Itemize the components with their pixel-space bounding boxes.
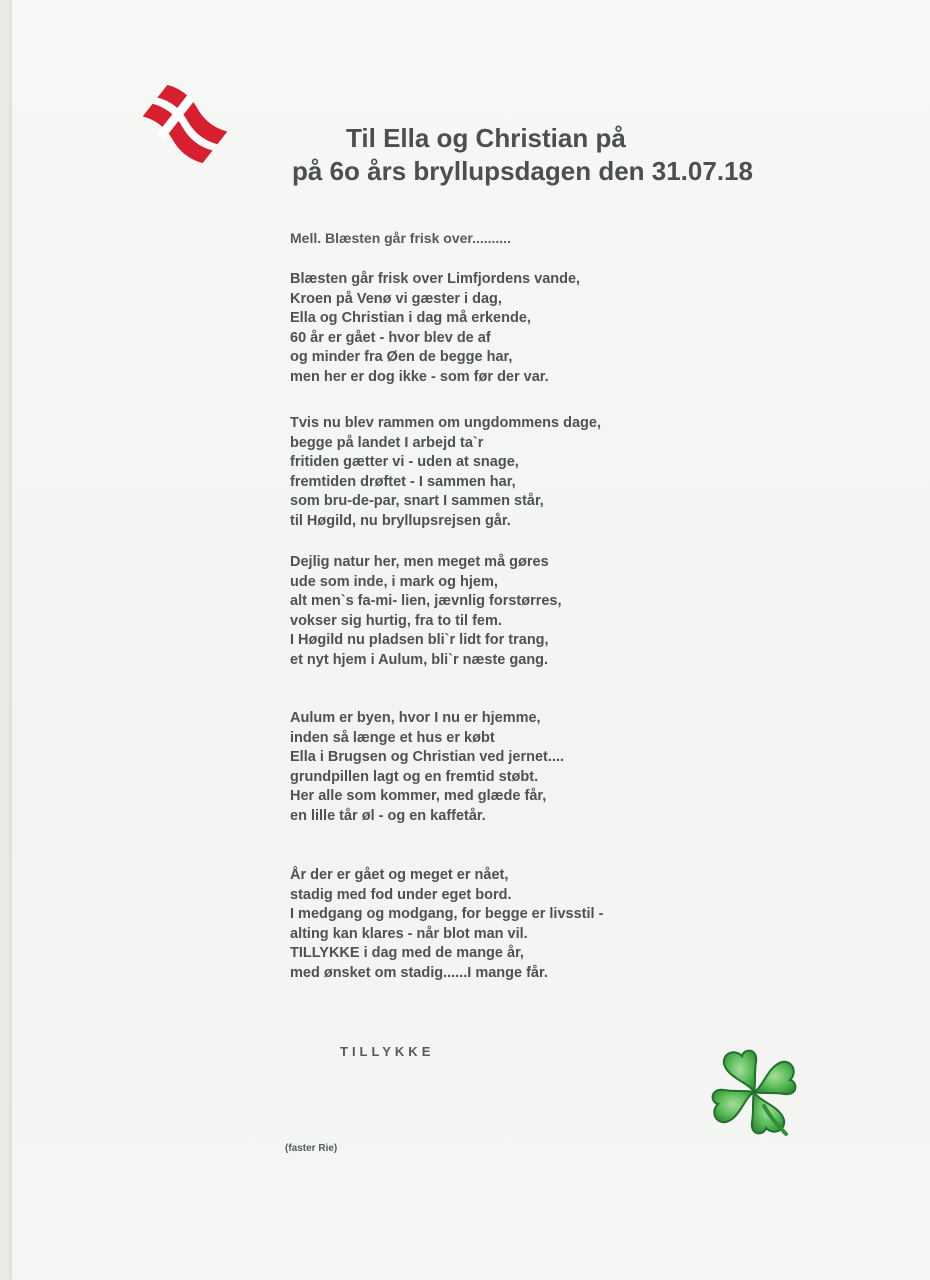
verse-line: inden så længe et hus er købt <box>290 729 495 746</box>
verse-line: et nyt hjem i Aulum, bli`r næste gang. <box>290 651 549 668</box>
verse-line: Blæsten går frisk over Limfjordens vande, <box>290 271 581 287</box>
verse-3 <box>290 553 810 671</box>
signature: (faster Rie) <box>285 1143 338 1154</box>
page-title <box>212 122 862 188</box>
verse-line: Dejlig natur her, men meget må gøres <box>290 554 549 570</box>
verse-line: stadig med fod under eget bord. <box>290 886 512 903</box>
verse-line: men her er dog ikke - som før der var. <box>290 368 549 385</box>
verse-line: 60 år er gået - hvor blev de af <box>290 329 491 346</box>
verse-line: med ønsket om stadig......I mange får. <box>290 964 548 981</box>
verse-line: Tvis nu blev rammen om ungdommens dage, <box>290 415 602 431</box>
verse-line: Kroen på Venø vi gæster i dag, <box>290 290 502 307</box>
verse-line: Ella og Christian i dag må erkende, <box>290 310 531 327</box>
verse-line: ude som inde, i mark og hjem, <box>290 573 498 590</box>
verse-line: I medgang og modgang, for begge er livsstil - <box>290 906 604 923</box>
closing-greeting: TILLYKKE <box>340 1044 435 1059</box>
verse-1 <box>290 270 810 388</box>
verse-5 <box>290 866 810 984</box>
paper-sheet <box>12 0 930 1280</box>
verse-line: og minder fra Øen de begge har, <box>290 349 513 366</box>
verse-line: begge på landet I arbejd ta`r <box>290 434 484 451</box>
verse-line: grundpillen lagt og en fremtid støbt. <box>290 768 539 785</box>
verse-line: fremtiden drøftet - I sammen har, <box>290 473 516 490</box>
verse-line: alting kan klares - når blot man vil. <box>290 925 528 942</box>
verse-line: Aulum er byen, hvor I nu er hjemme, <box>290 710 541 726</box>
title-line-1: Til Ella og Christian på <box>346 123 626 153</box>
verse-line: til Høgild, nu bryllupsrejsen går. <box>290 512 511 529</box>
verse-line: I Høgild nu pladsen bli`r lidt for trang, <box>290 632 549 649</box>
verse-line: alt men`s fa-mi- lien, jævnlig forstørres, <box>290 593 562 610</box>
melody-note: Mell. Blæsten går frisk over.......... <box>290 230 511 246</box>
verse-line: en lille tår øl - og en kaffetår. <box>290 807 486 824</box>
verse-line: År der er gået og meget er nået, <box>290 867 509 883</box>
verse-line: som bru-de-par, snart I sammen står, <box>290 493 544 510</box>
verse-line: TILLYKKE i dag med de mange år, <box>290 945 524 962</box>
verse-4 <box>290 709 810 827</box>
verse-line: fritiden gætter vi - uden at snage, <box>290 454 519 471</box>
four-leaf-clover-icon <box>706 1048 802 1140</box>
title-line-2: på 6o års bryllupsdagen den 31.07.18 <box>292 156 753 186</box>
verse-line: vokser sig hurtig, fra to til fem. <box>290 612 502 629</box>
verse-line: Ella i Brugsen og Christian ved jernet.... <box>290 749 564 766</box>
verse-line: Her alle som kommer, med glæde får, <box>290 788 547 805</box>
verse-2 <box>290 414 810 532</box>
